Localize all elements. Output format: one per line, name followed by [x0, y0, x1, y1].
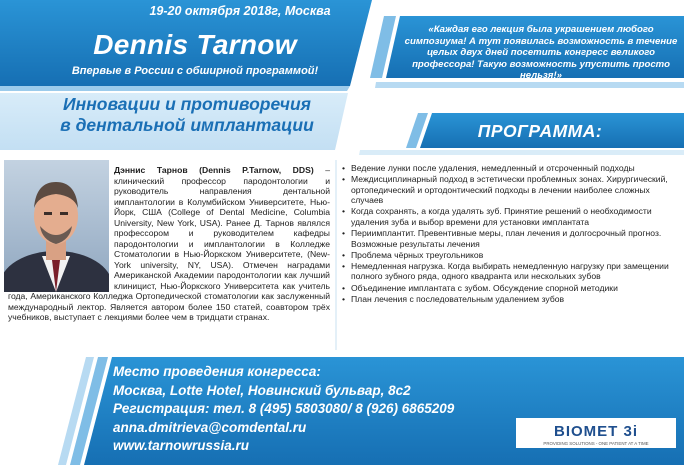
- program-item: • План лечения с последовательным удалением зубов: [342, 294, 674, 305]
- speaker-quote: «Каждая его лекция была украшением любого симпозиума! А тут появилась возможность в течение целых двух дней посетить конгресс великого профессора! Такую возможность упустить просто нельзя!»: [404, 24, 678, 82]
- program-item: • Периимплантит. Превентивные меры, план лечения и долгосрочный прогноз. Возможные результаты лечения: [342, 228, 674, 249]
- bio-text: – клинический профессор пародонтологии и руководитель направления дентальной имплантологии в Колумбийском Университете, Нью-Йорк, США (College of Dental Medicine, Columbia University, New York, USA). Ранее Д. Тарнов являлся профессором и руководителем кафедры пародонтологии и имплантологии в Колледже Стоматологии в Нью-Йоркском Университете, (New-York university, NY, USA). Отмечен наградами Американской Академии пародонтологии как лучший клиницист, Нью-Йоркского Университета как учитель года, Американского Колледжа Ортопедической стоматологии как заслуженный международный лектор. Является автором более 150 статей, соавтором трёх учебников, выступает с лекциями более чем в тридцати странах.: [8, 165, 331, 322]
- program-item: • Немедленная нагрузка. Когда выбирать немедленную нагрузку при замещении полного зубного ряда, одного квадранта или нескольких зубов: [342, 261, 674, 282]
- congress-title-line-1: Инновации и противоречия: [63, 94, 311, 114]
- program-item: • Проблема чёрных треугольников: [342, 250, 674, 261]
- registration-phone[interactable]: Регистрация: тел. 8 (495) 5803080/ 8 (926) 6865209: [113, 401, 455, 416]
- event-date: 19-20 октября 2018г, Москва: [149, 4, 331, 18]
- venue-block: [113, 363, 533, 456]
- congress-title: [22, 94, 352, 136]
- program-title: ПРОГРАММА:: [477, 121, 603, 141]
- venue-address: Москва, Lotte Hotel, Новинский бульвар, 8с2: [113, 382, 411, 398]
- bio-name: Дэннис Тарнов (Dennis P.Tarnow, DDS): [114, 165, 314, 175]
- program-item: • Когда сохранять, а когда удалять зуб. Принятие решений о необходимости удаления зуба и выбор времени для установки имплантата: [342, 206, 674, 227]
- contact-email-link[interactable]: anna.dmitrieva@comdental.ru: [113, 419, 307, 435]
- quote-accent-2: [375, 82, 684, 88]
- venue-label: Место проведения конгресса:: [113, 364, 321, 379]
- program-item: • Ведение лунки после удаления, немедленный и отсроченный подходы: [342, 163, 674, 174]
- biomet-3i-logo: [516, 418, 676, 448]
- logo-text: BIOMET 3i: [553, 423, 639, 440]
- congress-title-line-2: в дентальной имплантации: [60, 115, 314, 135]
- photo-spacer: [8, 165, 114, 290]
- website-link[interactable]: www.tarnowrussia.ru: [113, 438, 250, 453]
- program-list: [342, 163, 674, 305]
- event-subtitle: Впервые в России с обширной программой!: [71, 65, 319, 77]
- header-stripe: [0, 86, 350, 91]
- speaker-bio: [8, 165, 330, 323]
- logo-tagline: PROVIDING SOLUTIONS - ONE PATIENT AT A TIME: [543, 441, 649, 446]
- program-item: • Междисциплинарный подход в эстетически проблемных зонах. Хирургический, ортопедический и ортодонтический подходы в лечении наиболее сложных случаев: [342, 174, 674, 206]
- speaker-name-title: Dennis Tarnow: [93, 29, 297, 60]
- program-item: • Объединение имплантата с зубом. Обсуждение спорной методики: [342, 283, 674, 294]
